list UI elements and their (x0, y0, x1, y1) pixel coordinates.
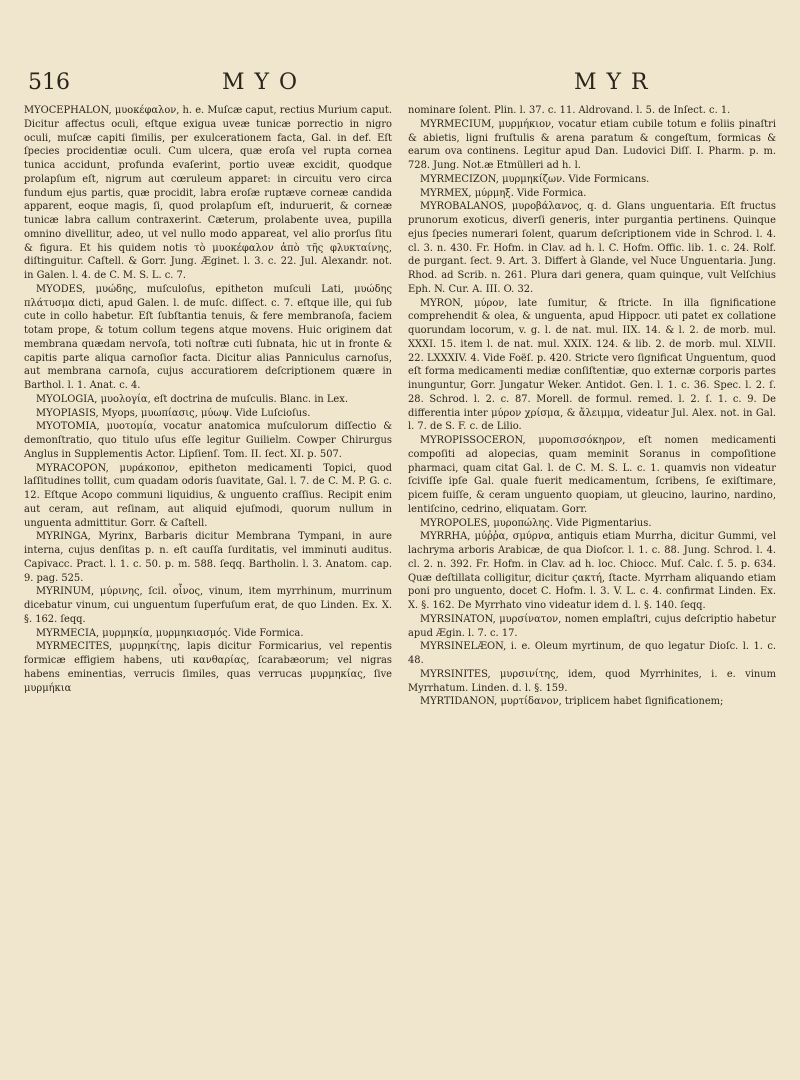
right-column (408, 104, 776, 709)
entry-myodes: MYODES, μυώδης, muſculoſus, epitheton muſculi Lati, μυώδης πλάτυσμα dicti, apud Galen. l. de muſc. diſſect. c. 7. eſtque ille, qui ſub cute in collo habetur. Eſt ſubſtantia tenuis, & fere membranoſa, faciem totam prope, & totum collum tegens atque movens. Huic originem dat membrana quædam nervoſa, toti noſtræ cuti ſubnata, hic ut in fronte & capitis parte aliqua carnoſior facta. Dicitur alias Panniculus carnoſus, aut membrana carnoſa, cujus accuratiorem deſcriptionem quære in Barthol. l. 1. Anat. c. 4. (24, 283, 392, 391)
entry-myocephalon: MYOCEPHALON, μυοκέφαλον, h. e. Muſcæ caput, rectius Murium caput. Dicitur affectus oculi, eſtque exigua uveæ tunicæ porrectio in nigro oculi, muſcæ capiti ſimilis, per exulcerationem facta, Gal. in def. Eſt ſpecies procidentiæ oculi. Cum ulcera, quæ eroſa vel rupta cornea tunica accidunt, profunda evaſerint, portio uveæ excidit, quodque prolapſum eſt, nigrum aut cœruleum apparet: in circuitu vero circa fundum ejus partis, quæ procidit, labra eroſæ ruptæve corneæ candida apparent, eoque magis, ſi, quod prolapſum eſt, induruerit, & corneæ tunicæ labra callum contraxerint. Cæterum, prolabente uvea, pupilla omnino divellitur, adeo, ut vel nullo modo appareat, vel alio prorſus ſitu & figura. Et his quidem notis τὸ μυοκέφαλον ἀπὸ τῆς φλυκταίνης, diſtinguitur. Caſtell. & Gorr. Jung. Æginet. l. 3. c. 22. Jul. Alexandr. not. in Galen. l. 4. de C. M. S. L. c. 7. (24, 105, 392, 281)
entry-myrmecium: MYRMECIUM, μυρμήκιον, vocatur etiam cubile totum e foliis pinaſtri & abietis, ligni fruſtulis & arena paratum & congeſtum, formicas & earum ova continens. Legitur apud Dan. Ludovici Diſſ. I. Pharm. p. m. 728. Jung. Not.æ Etmülleri ad h. l. (408, 118, 776, 171)
entry-myrmecites: MYRMECITES, μυρμηκίτης, lapis dicitur Formicarius, vel repentis formicæ effigiem habens, uti κανθαρίας, ſcarabæorum; vel nigras habens eminentias, verrucis ſimiles, quas verrucas μυρμηκίας, ſive μυρμήκια (24, 641, 392, 694)
entry-myropissoceron: MYROPISSOCERON, μυροπισσόκηρον, eſt nomen medicamenti compoſiti ad alopecias, quam meminit Soranus in compoſitione pharmaci, quam citat Gal. l. de C. M. S. L. c. 1. quamvis non videatur ſciviſſe ipſe Gal. quale fuerit medicamentum, ſcribens, ſe exiſtimare, picem fuiſſe, & ceram unguento quopiam, ut gleucino, laurino, nardino, lentiſcino, cedrino, eliquatam. Gorr. (408, 435, 776, 515)
entry-myrrha: MYRRHA, μύῤῥα, σμύρνα, antiquis etiam Murrha, dicitur Gummi, vel lachryma arboris Arabicæ, de qua Dioſcor. l. 1. c. 88. Jung. Schrod. l. 4. cl. 2. n. 392. Fr. Hofm. in Clav. ad h. loc. Chiocc. Muſ. Calc. ſ. 5. p. 634. Quæ deſtillata colligitur, dicitur ϛακτή, ſtacte. Myrrham aliquando etiam poni pro unguento, docet C. Hofm. l. 3. V. L. c. 4. confirmat Linden. Ex. X. §. 162. De Myrrhato vino videatur idem d. l. §. 140. ſeqq. (408, 531, 776, 611)
entry-myologia: MYOLOGIA, μυολογία, eſt doctrina de muſculis. Blanc. in Lex. (36, 393, 348, 405)
entry-myrsinelaeon: MYRSINELÆON, i. e. Oleum myrtinum, de quo legatur Dioſc. l. 1. c. 48. (408, 641, 776, 666)
entry-myrsinaton: MYRSINATON, μυρσίνατον, nomen emplaſtri, cujus deſcriptio habetur apud Ægin. l. 7. c. 17. (408, 613, 776, 639)
entry-myrinum: MYRINUM, μύρινης, ſcil. οἶνος, vinum, item myrrhinum, murrinum dicebatur vinum, cui unguentum ſuperfuſum erat, de quo Linden. Ex. X. §. 162. ſeqq. (24, 586, 392, 625)
entry-myringa: MYRINGA, Myrinx, Barbaris dicitur Membrana Tympani, in aure interna, cujus denſitas p. n. eſt cauſſa ſurditatis, vel imminuti auditus. Capivacc. Pract. l. 1. c. 50. p. m. 588. ſeqq. Bartholin. l. 3. Anatom. cap. 9. pag. 525. (24, 531, 392, 584)
entry-myron: MYRON, μύρον, late ſumitur, & ſtricte. In illa ſignificatione comprehendit & olea, & unguenta, apud Hippocr. uti patet ex collatione quorundam locorum, v. g. l. de nat. mul. IIX. 14. & l. 2. de morb. mul. XXXI. 15. item l. de nat. mul. XXIX. 124. & lib. 2. de morb. mul. XLVII. 22. LXXXIV. 4. Vide Foëſ. p. 420. Stricte vero ſignificat Unguentum, quod eſt forma medicamenti mediæ conſiſtentiæ, quo externæ corporis partes inunguntur, Gorr. Jungatur Weker. Antidot. Gen. l. 1. c. 36. Spec. l. 2. ſ. 28. Schrod. l. 2. c. 87. Morell. de formul. remed. l. 2. ſ. 1. c. 9. De differentia inter μύρον χρίσμα, & ἄλειμμα, videatur Jul. Alex. not. in Gal. l. 7. de S. F. c. de Lilio. (408, 297, 776, 433)
entry-myrmecizon: MYRMECIZON, μυρμηκίζων. Vide Formicans. (420, 173, 650, 185)
entry-myrobalanos: MYROBALANOS, μυροβάλανος, q. d. Glans unguentaria. Eſt fructus prunorum exoticus, diverſi generis, inter purgantia pertinens. Quinque ejus ſpecies numerari ſolent, quarum deſcriptionem vide in Schrod. l. 4. cl. 3. n. 430. Fr. Hofm. in Clav. ad h. l. C. Hofm. Offic. lib. 1. c. 24. Rolf. de purgant. ſect. 9. Art. 3. Differt à Glande, vel Nuce Unguentaria. Jung. Rhod. ad Scrib. n. 261. Plura dari genera, quam quinque, vult Velſchius Eph. N. Cur. A. III. O. 32. (408, 201, 776, 295)
entry-myropoles: MYROPOLES, μυροπώλης. Vide Pigmentarius. (420, 517, 652, 529)
entry-myrmex: MYRMEX, μύρμηξ. Vide Formica. (420, 187, 587, 199)
entry-myrtidanon: MYRTIDANON, μυρτίδανον, triplicem habet ſignificationem; (420, 696, 724, 708)
entry-myrsinites: MYRSINITES, μυρσινίτης, idem, quod Myrrhinites, i. e. vinum Myrrhatum. Linden. d. l. §. 159. (408, 668, 776, 694)
left-column (24, 104, 392, 709)
running-header (22, 70, 778, 104)
page-number: 516 (28, 70, 70, 95)
running-head-left: MYO (222, 70, 308, 95)
entry-continuation: nominare ſolent. Plin. l. 37. c. 11. Aldrovand. l. 5. de Inſect. c. 1. (408, 105, 731, 116)
text-columns (24, 104, 776, 709)
entry-myotomia: MYOTOMIA, μυοτομία, vocatur anatomica muſculorum diſſectio & demonſtratio, quo titulo uſus eſſe legitur Guilielm. Cowper Chirurgus Anglus in Supplementis Actor. Lipſienſ. Tom. II. ſect. XI. p. 507. (24, 421, 392, 460)
entry-myopiasis: MYOPIASIS, Myops, μυωπίασις, μύωψ. Vide Luſcioſus. (36, 407, 311, 419)
running-head-right: MYR (574, 70, 658, 95)
entry-myracopon: MYRACOPON, μυράκοπον, epitheton medicamenti Topici, quod laſſitudines tollit, cum quadam odoris ſuavitate, Gal. l. 7. de C. M. P. G. c. 12. Eſtque Acopo communi liquidius, & unguento craſſius. Recipit enim aut ceram, aut reſinam, aut aliquid ejuſmodi, quorum nullum in unguenta admittitur. Gorr. & Caſtell. (24, 462, 392, 529)
entry-myrmecia: MYRMECIA, μυρμηκία, μυρμηκιασμός. Vide Formica. (36, 627, 304, 639)
